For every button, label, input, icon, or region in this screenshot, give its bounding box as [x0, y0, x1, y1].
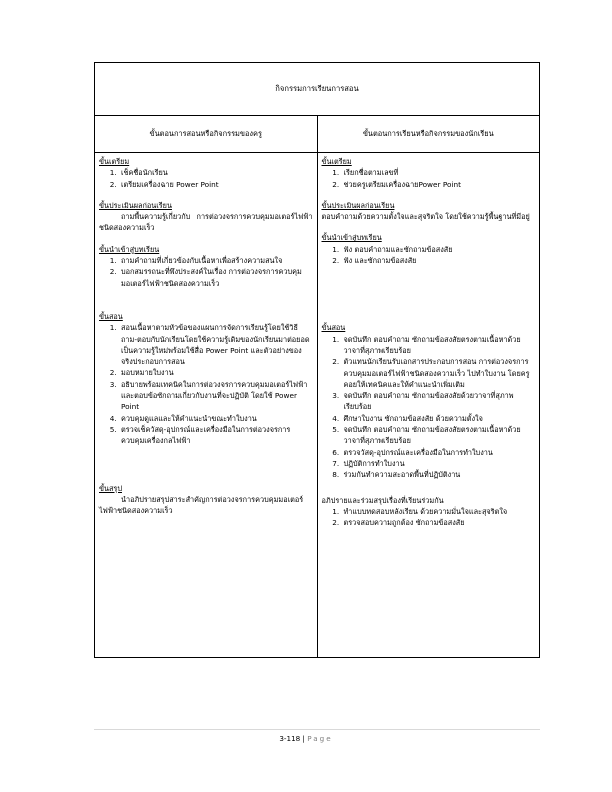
section-title: ขั้นสรุป [99, 483, 122, 493]
list-item: 1. ถามคำถามที่เกี่ยวข้องกับเนื้อหาเพื่อสร้างความสนใจ [119, 255, 313, 266]
list-item: 4. ศึกษาใบงาน ซักถามข้อสงสัย ด้วยความตั้งใจ [342, 413, 536, 424]
student-pretest-section [322, 200, 536, 223]
page-word: Page [307, 734, 333, 743]
list-item: 2. ตัวแทนนักเรียนรับเอกสารประกอบการสอน การต่อวงจรการควบคุมมอเตอร์ไฟฟ้าชนิดสองความเร็ว ไปทำใบงาน โดยครูคอยให้เทคนิคและให้คำแนะนำเพิ่มเติม [342, 356, 536, 390]
table-title: กิจกรรมการเรียนการสอน [95, 63, 540, 116]
list-item: 4. ควบคุมดูแลและให้คำแนะนำขณะทำใบงาน [119, 413, 313, 424]
list-item: 1. จดบันทึก ตอบคำถาม ซักถามข้อสงสัยตรงตามเนื้อหาด้วยวาจาที่สุภาพเรียบร้อย [342, 334, 536, 357]
teacher-summary-section [99, 483, 313, 517]
footer-divider [94, 729, 540, 730]
student-summary-section [322, 495, 536, 529]
list-item: 1. เช็คชื่อนักเรียน [119, 167, 313, 178]
section-text: นำอภิปรายสรุปสาระสำคัญการต่อวงจรการควบคุมมอเตอร์ไฟฟ้าชนิดสองความเร็ว [99, 494, 304, 516]
list-item: 2. ฟัง และซักถามข้อสงสัย [342, 255, 536, 266]
section-title: ขั้นประเมินผลก่อนเรียน [99, 200, 172, 210]
list-item: 1. ฟัง ตอบคำถามและซักถามข้อสงสัย [342, 244, 536, 255]
section-title: ขั้นเตรียม [321, 157, 352, 166]
list-item: 2. บอกสมรรถนะที่พึงประสงค์ในเรื่อง การต่อวงจรการควบคุมมอเตอร์ไฟฟ้าชนิดสองความเร็ว [119, 266, 313, 289]
student-column [317, 153, 540, 658]
list-item: 5. จดบันทึก ตอบคำถาม ซักถามข้อสงสัยตรงตามเนื้อหาด้วยวาจาที่สุภาพเรียบร้อย [342, 424, 536, 447]
teacher-column [95, 153, 318, 658]
student-intro-section [322, 232, 536, 266]
section-text: ตอบคำถามด้วยความตั้งใจและสุจริตใจ โดยใช้ความรู้พื้นฐานที่มีอยู่ [321, 212, 530, 222]
list-item: 7. ปฏิบัติการทำใบงาน [342, 458, 536, 469]
list-item: 6. ตรวจวัสดุ-อุปกรณ์และเครื่องมือในการทำใบงาน [342, 447, 536, 458]
page-footer [0, 734, 612, 743]
list-item: 1. เรียกชื่อตามเลขที่ [342, 167, 536, 178]
activity-table [94, 62, 540, 658]
teacher-teach-section [99, 311, 313, 447]
teacher-pretest-section [99, 200, 313, 234]
list-item: 3. อธิบายพร้อมเทคนิคในการต่อวงจรการควบคุมมอเตอร์ไฟฟ้า และตอบข้อซักถามเกี่ยวกับงานที่จะปฏิบัติ โดยใช้ Power Point [119, 379, 313, 413]
section-title: ขั้นเตรียม [99, 157, 130, 166]
section-title: ขั้นนำเข้าสู่บทเรียน [321, 233, 382, 243]
student-column-header: ขั้นตอนการเรียนหรือกิจกรรมของนักเรียน [317, 116, 540, 153]
list-item: 5. ตรวจเช็ควัสดุ-อุปกรณ์และเครื่องมือในการต่อวงจรการควบคุมเครื่องกลไฟฟ้า [119, 424, 313, 447]
list-item: 8. ร่วมกันทำความสะอาดพื้นที่ปฏิบัติงาน [342, 469, 536, 480]
list-item: 2. ตรวจสอบความถูกต้อง ซักถามข้อสงสัย [342, 517, 536, 528]
section-title: ขั้นสอน [321, 323, 346, 333]
page-number: 3-118 [279, 734, 301, 743]
student-teach-section [322, 322, 536, 480]
section-title: ขั้นประเมินผลก่อนเรียน [321, 200, 395, 210]
list-item: 2. มอบหมายใบงาน [119, 367, 313, 378]
teacher-column-header: ขั้นตอนการสอนหรือกิจกรรมของครู [95, 116, 318, 153]
section-title: ขั้นสอน [99, 311, 123, 321]
list-item: 1. ทำแบบทดสอบหลังเรียน ด้วยความมั่นใจและสุจริตใจ [342, 506, 536, 517]
footer-separator: | [302, 734, 305, 743]
list-item: 2. ช่วยครูเตรียมเครื่องฉายPower Point [342, 179, 536, 190]
teacher-prepare-section [99, 156, 313, 190]
section-text: ถามพื้นความรู้เกี่ยวกับ การต่อวงจรการควบคุมมอเตอร์ไฟฟ้าชนิดสองความเร็ว [99, 212, 313, 233]
list-item: 2. เตรียมเครื่องฉาย Power Point [119, 179, 313, 190]
section-title: ขั้นนำเข้าสู่บทเรียน [99, 244, 160, 254]
section-title: อภิปรายและร่วมสรุปเรื่องที่เรียนร่วมกัน [321, 495, 444, 505]
student-prepare-section [322, 156, 536, 190]
list-item: 3. จดบันทึก ตอบคำถาม ซักถามข้อสงสัยด้วยวาจาที่สุภาพเรียบร้อย [342, 390, 536, 413]
teacher-intro-section [99, 244, 313, 289]
list-item: 1. สอนเนื้อหาตามหัวข้อของแผนการจัดการเรียนรู้โดยใช้วิธีถาม-ตอบกับนักเรียนโดยใช้ความรู้เดิมของนักเรียนมาต่อยอดเป็นความรู้ใหม่พร้อมใช้สื่อ Power Point และตัวอย่างของจริงประกอบการสอน [119, 322, 313, 367]
